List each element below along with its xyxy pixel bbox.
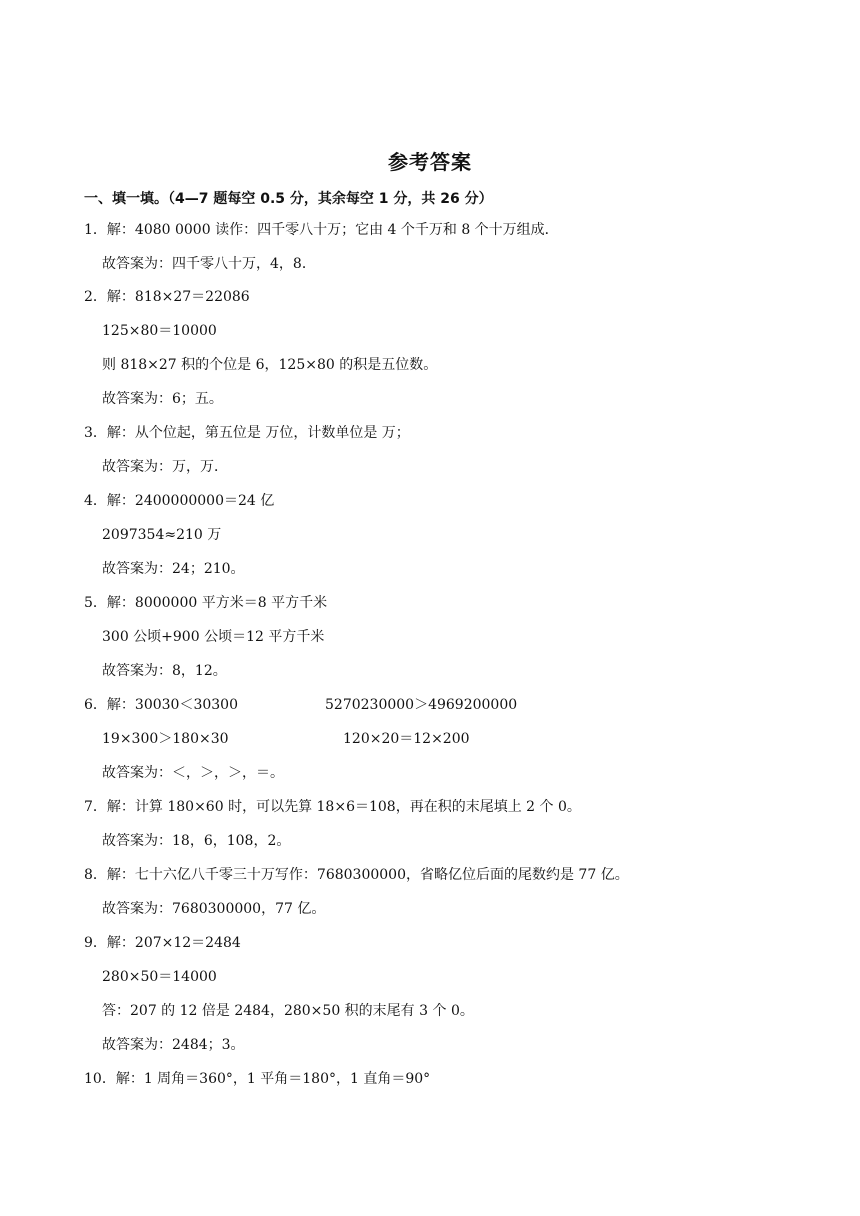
answer-line-6b: 5270230000＞4969200000: [325, 697, 518, 713]
answer-line-8-result: 故答案为：7680300000，77 亿。: [102, 901, 326, 917]
answer-line-7-result: 故答案为：18，6，108，2。: [102, 833, 291, 849]
answer-line-3: 3．解：从个位起，第五位是 万位，计数单位是 万；: [84, 425, 410, 441]
answer-line-5-calc: 300 公顷+900 公顷＝12 平方千米: [102, 629, 325, 645]
answer-line-4-calc: 2097354≈210 万: [102, 527, 222, 543]
answer-line-2-calc: 125×80＝10000: [102, 323, 217, 339]
answer-line-2: 2．解：818×27＝22086: [84, 289, 250, 305]
answer-line-5-result: 故答案为：8，12。: [102, 663, 227, 679]
answer-line-9-explain: 答：207 的 12 倍是 2484，280×50 积的末尾有 3 个 0。: [102, 1003, 474, 1019]
answer-line-9-calc: 280×50＝14000: [102, 969, 217, 985]
answer-line-10: 10．解：1 周角＝360°，1 平角＝180°，1 直角＝90°: [84, 1071, 431, 1087]
answer-line-9-result: 故答案为：2484；3。: [102, 1037, 245, 1053]
answer-line-5: 5．解：8000000 平方米＝8 平方千米: [84, 595, 328, 611]
answer-line-2-result: 故答案为：6；五。: [102, 391, 223, 407]
answer-line-4-result: 故答案为：24；210。: [102, 561, 245, 577]
answer-line-6a: 6．解：30030＜30300: [84, 697, 238, 713]
answer-line-6-result: 故答案为：＜，＞，＞，＝。: [102, 765, 284, 781]
answer-line-4: 4．解：2400000000＝24 亿: [84, 493, 275, 509]
answer-line-6d: 120×20＝12×200: [343, 731, 470, 747]
answer-line-1: 1．解：4080 0000 读作：四千零八十万；它由 4 个千万和 8 个十万组成．: [84, 222, 559, 238]
answer-line-7: 7．解：计算 180×60 时，可以先算 18×6＝108，再在积的末尾填上 2 个 0。: [84, 799, 581, 815]
answer-line-6c: 19×300＞180×30: [102, 731, 229, 747]
answer-line-8: 8．解：七十六亿八千零三十万写作：7680300000，省略亿位后面的尾数约是 77 亿。: [84, 867, 629, 883]
answer-line-2-explain: 则 818×27 积的个位是 6，125×80 的积是五位数。: [102, 357, 438, 373]
answer-line-1-result: 故答案为：四千零八十万，4，8．: [102, 256, 316, 272]
answer-line-9: 9．解：207×12＝2484: [84, 935, 241, 951]
page-title: 参考答案: [388, 150, 472, 174]
answer-line-3-result: 故答案为：万，万．: [102, 459, 228, 475]
section-heading: 一、填一填。（4—7 题每空 0.5 分，其余每空 1 分，共 26 分）: [84, 191, 493, 207]
